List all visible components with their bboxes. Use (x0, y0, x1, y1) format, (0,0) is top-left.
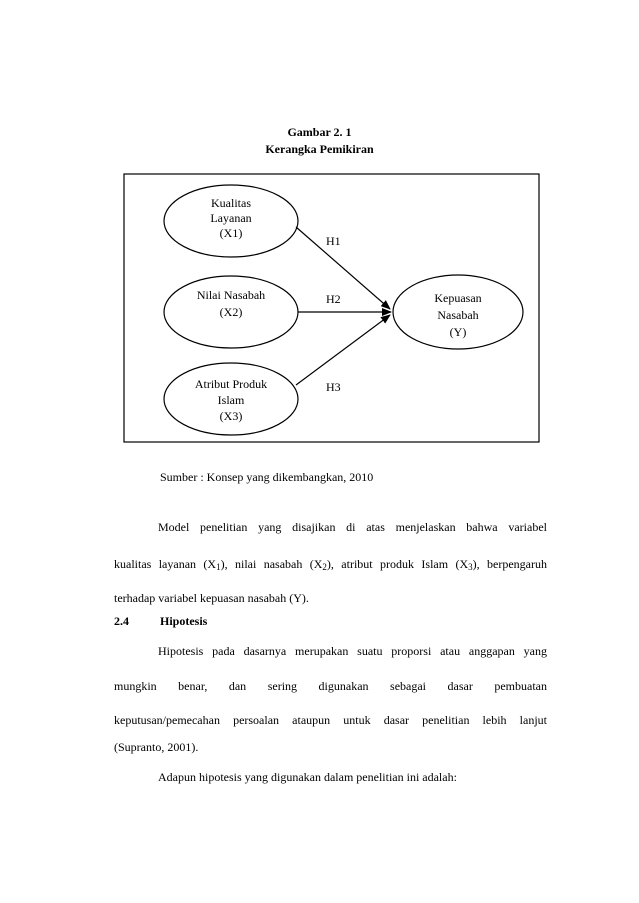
node-x1-line3: (X1) (219, 226, 243, 240)
section-heading (114, 614, 207, 629)
node-y-label (403, 290, 513, 341)
figure-source: Sumber : Konsep yang dikembangkan, 2010 (160, 470, 374, 484)
node-y-line3: (Y) (449, 325, 467, 339)
paragraph-1-line-1: Model penelitian yang disajikan di atas menjelaskan bahwa variabel (158, 520, 547, 534)
section-number: 2.4 (114, 614, 129, 628)
node-x1-line2: Layanan (210, 211, 252, 225)
arrow-h1 (296, 227, 390, 309)
paragraph-2-line-2: mungkin benar, dan sering digunakan sebagai dasar pembuatan (114, 679, 547, 693)
figure-subtitle: Kerangka Pemikiran (265, 142, 374, 156)
paragraph-3: Adapun hipotesis yang digunakan dalam penelitian ini adalah: (158, 770, 457, 784)
figure-title: Gambar 2. 1 (287, 125, 352, 139)
hypothesis-label-h3: H3 (326, 380, 341, 394)
node-x3-line1: Atribut Produk (194, 377, 268, 391)
paragraph-1-line-3: terhadap variabel kepuasan nasabah (Y). (114, 591, 309, 605)
node-x3-label (176, 376, 286, 424)
node-x2-label (176, 287, 286, 321)
node-y-line1: Kepuasan (434, 291, 482, 305)
hypothesis-label-h2: H2 (326, 292, 341, 306)
paragraph-1-line-2: kualitas layanan $(X_1)$, nilai nasabah $(X_2)$, atribut produk Islam $(X_3)$, berpengaruh (114, 557, 548, 572)
paragraph-2-line-3: keputusan/pemecahan persoalan ataupun untuk dasar penelitian lebih lanjut (114, 713, 547, 727)
node-x1-line1: Kualitas (211, 196, 251, 210)
node-y-line2: Nasabah (437, 308, 479, 322)
hypothesis-label-h1: H1 (326, 234, 341, 248)
section-title: Hipotesis (160, 614, 208, 628)
arrow-h3 (296, 315, 390, 385)
paragraph-2-line-4: (Supranto, 2001). (114, 740, 199, 754)
node-x3-line2: Islam (217, 393, 245, 407)
node-x3-line3: (X3) (219, 409, 243, 423)
node-x2-line1: Nilai Nasabah (196, 288, 266, 302)
paragraph-2-line-1: Hipotesis pada dasarnya merupakan suatu proporsi atau anggapan yang (158, 644, 547, 658)
node-x1-label (176, 196, 286, 241)
node-x2-line2: (X2) (219, 305, 243, 319)
